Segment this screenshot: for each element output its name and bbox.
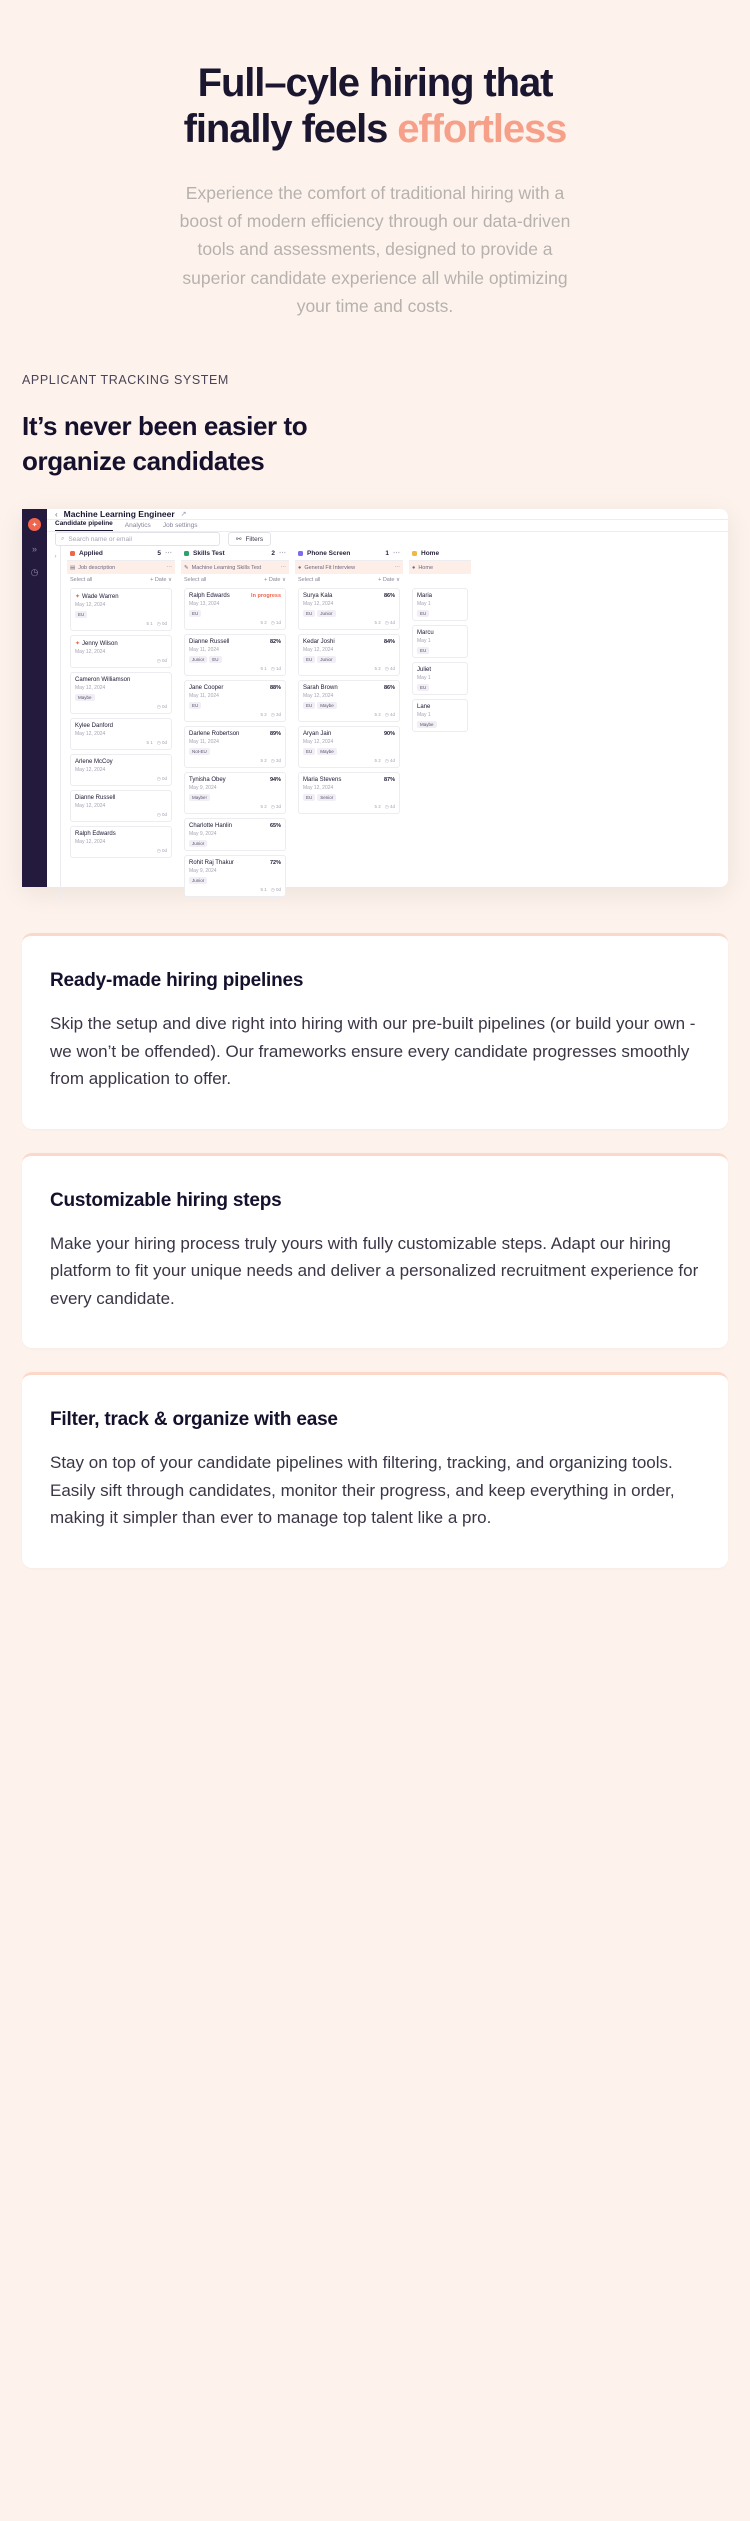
- candidate-date: May 12, 2024: [75, 602, 106, 609]
- candidate-date: May 12, 2024: [303, 785, 334, 792]
- feature-body: Stay on top of your candidate pipelines with filtering, tracking, and organizing tools. Easily sift through candidates, monitor their progress, and keep everything in order, making it simpler than ever to manage top talent like a pro.: [50, 1453, 675, 1528]
- column-header: [67, 546, 175, 561]
- search-icon: ⌕: [61, 535, 65, 542]
- candidate-card[interactable]: [70, 718, 172, 750]
- ats-section-header: [0, 321, 750, 480]
- card-meta: 5 2: [260, 620, 267, 626]
- candidate-tag: Junior: [189, 840, 207, 847]
- candidate-tag: Junior: [189, 877, 207, 884]
- score-badge: 86%: [383, 593, 395, 600]
- card-meta: ◷ 4d: [384, 804, 395, 810]
- candidate-name: Surya Kala: [303, 593, 333, 600]
- card-meta: 5 1: [260, 887, 267, 893]
- filters-button[interactable]: [228, 532, 271, 546]
- score-badge: 90%: [383, 731, 395, 738]
- feature-body: Skip the setup and dive right into hiring with our pre-built pipelines (or build your own - we won’t be offended). Our frameworks ensure every candidate progresses smoothly from application to offer.: [50, 1014, 696, 1089]
- candidate-date: May 12, 2024: [303, 647, 334, 654]
- candidate-name: Maria: [417, 593, 433, 600]
- select-all-link[interactable]: Select all: [70, 577, 93, 584]
- candidate-name: Ralph Edwards: [189, 593, 230, 600]
- candidate-name: Darlene Robertson: [189, 731, 240, 738]
- card-meta: ◷ 0d: [156, 658, 167, 664]
- hero-title-accent: effortless: [397, 107, 567, 152]
- candidate-card[interactable]: [184, 772, 286, 814]
- candidate-tag: EU: [303, 656, 315, 663]
- clock-icon[interactable]: ◷: [30, 567, 39, 578]
- candidate-tag: Maybe!: [189, 794, 210, 801]
- candidate-date: May 1: [417, 712, 431, 719]
- stage-color-dot: [184, 551, 189, 556]
- candidate-name: Charlotte Hanlin: [189, 823, 233, 830]
- tab-job-settings[interactable]: Job settings: [162, 522, 198, 530]
- card-meta: ◷ 0d: [156, 704, 167, 710]
- app-screenshot-wrapper: [0, 479, 750, 893]
- feature-card-filter: [22, 1372, 728, 1568]
- score-badge: 94%: [269, 777, 281, 784]
- star-icon: ✦: [75, 641, 81, 648]
- candidate-card[interactable]: [70, 635, 172, 668]
- hero-subtitle: Experience the comfort of traditional hiring with a boost of modern efficiency through our data-driven tools and assessments, designed to provide a superior candidate experience all while optimizing your time and costs.: [179, 182, 571, 317]
- hero-title-line1: Full–cyle hiring that: [197, 61, 553, 105]
- section-eyebrow: APPLICANT TRACKING SYSTEM: [22, 372, 229, 387]
- feature-title: Filter, track & organize with ease: [50, 1409, 338, 1431]
- score-badge: 65%: [269, 823, 281, 830]
- candidate-card[interactable]: [412, 625, 468, 658]
- candidate-date: May 12, 2024: [75, 731, 106, 738]
- score-badge: 82%: [269, 639, 281, 646]
- card-meta: 5 2: [374, 758, 381, 764]
- candidate-card-list: [409, 586, 471, 734]
- card-meta: 5 1: [260, 666, 267, 672]
- column-count: 5: [157, 549, 161, 557]
- candidate-date: May 1: [417, 675, 431, 682]
- section-heading: It’s never been easier to organize candidates: [22, 410, 308, 476]
- back-icon[interactable]: ‹: [55, 509, 58, 519]
- status-badge: In progress: [251, 593, 281, 600]
- pipeline-column-skills-test[interactable]: [181, 546, 289, 899]
- card-meta: 5 2: [374, 666, 381, 672]
- score-badge: 88%: [269, 685, 281, 692]
- candidate-name: Marcu: [417, 630, 434, 637]
- feature-card-pipelines: [22, 933, 728, 1129]
- column-count: 2: [271, 549, 275, 557]
- pipeline-column-home[interactable]: [409, 546, 471, 899]
- sort-by-date[interactable]: + Date ∨: [150, 577, 172, 584]
- feature-body: Make your hiring process truly yours with fully customizable steps. Adapt our hiring platform to fit your unique needs and deliver a personalized recruitment experience for every candidate.: [50, 1233, 699, 1308]
- card-meta: ◷ 1d: [270, 620, 281, 626]
- candidate-card-list: [295, 586, 403, 816]
- select-all-link[interactable]: Select all: [298, 577, 321, 584]
- candidate-date: May 12, 2024: [303, 601, 334, 608]
- candidate-date: May 12, 2024: [75, 767, 106, 774]
- card-meta: ◷ 4d: [384, 712, 395, 718]
- card-meta: 5 2: [374, 712, 381, 718]
- card-meta: ◷ 0d: [156, 776, 167, 782]
- app-logo-icon: ✦: [28, 518, 41, 531]
- card-meta: ◷ 4d: [384, 758, 395, 764]
- candidate-tag: Junior: [317, 656, 335, 663]
- score-badge: 72%: [269, 860, 281, 867]
- search-placeholder: Search name or email: [68, 535, 132, 543]
- column-title: Phone Screen: [307, 549, 351, 557]
- filters-label: Filters: [245, 535, 264, 543]
- column-subheader: [409, 561, 471, 574]
- candidate-card[interactable]: [70, 826, 172, 858]
- score-badge: 87%: [383, 777, 395, 784]
- column-count: 1: [385, 549, 389, 557]
- candidate-date: May 1: [417, 601, 431, 608]
- column-header: [295, 546, 403, 561]
- candidate-name: Jane Cooper: [189, 685, 224, 692]
- candidate-card-list: [67, 586, 175, 860]
- home-icon: ●: [412, 564, 416, 571]
- home-label: Home: [418, 564, 433, 571]
- column-subheader: [295, 561, 403, 574]
- column-menu-icon[interactable]: ⋯: [165, 550, 172, 558]
- candidate-name: Ralph Edwards: [75, 831, 116, 838]
- hero-section: [0, 0, 750, 321]
- app-left-rail: [22, 509, 47, 887]
- candidate-card[interactable]: [184, 855, 286, 897]
- candidate-date: May 11, 2024: [189, 647, 219, 654]
- candidate-card[interactable]: [184, 818, 286, 851]
- candidate-name: Kylee Danford: [75, 723, 114, 730]
- column-menu-icon[interactable]: ⋯: [279, 550, 286, 558]
- card-meta: ◷ 3d: [270, 712, 281, 718]
- pipeline-column-applied[interactable]: [67, 546, 175, 899]
- candidate-tag: Maybe: [75, 694, 95, 701]
- card-meta: ◷ 3d: [270, 804, 281, 810]
- candidate-date: May 13, 2024: [189, 601, 220, 608]
- candidate-name: Tynisha Obey: [189, 777, 226, 784]
- tab-analytics[interactable]: Analytics: [124, 522, 151, 530]
- candidate-card[interactable]: [298, 588, 400, 630]
- candidate-name: Cameron Williamson: [75, 677, 131, 684]
- candidate-tag: EU: [417, 647, 429, 654]
- candidate-card[interactable]: [70, 672, 172, 714]
- feature-cards: [0, 887, 750, 1628]
- feature-card-steps: [22, 1153, 728, 1349]
- candidate-name: Kedar Joshi: [303, 639, 335, 646]
- candidate-tag: Maybe: [317, 748, 337, 755]
- candidate-date: May 9, 2024: [189, 868, 217, 875]
- candidate-name: Dianne Russell: [75, 795, 116, 802]
- card-meta: 5 1: [146, 740, 153, 746]
- ats-app-window: [22, 509, 728, 893]
- candidate-name: Sarah Brown: [303, 685, 338, 692]
- candidate-card[interactable]: [184, 726, 286, 768]
- column-header: [409, 546, 471, 561]
- candidate-date: May 12, 2024: [303, 739, 334, 746]
- app-header-bar: [47, 509, 728, 520]
- card-meta: 5 1: [146, 621, 153, 627]
- card-meta: 5 2: [260, 804, 267, 810]
- column-menu-icon[interactable]: ⋯: [393, 550, 400, 558]
- score-badge: 89%: [269, 731, 281, 738]
- interview-label: General Fit Interview: [304, 564, 356, 571]
- job-description-label: Job description: [78, 564, 116, 571]
- candidate-card[interactable]: [412, 662, 468, 695]
- select-all-link[interactable]: Select all: [184, 577, 207, 584]
- candidate-tag: EU: [303, 702, 315, 709]
- column-title: Skills Test: [193, 549, 225, 557]
- candidate-card-list: [181, 586, 289, 899]
- candidate-date: May 12, 2024: [75, 803, 106, 810]
- card-meta: ◷ 3d: [270, 758, 281, 764]
- column-header: [181, 546, 289, 561]
- candidate-name: Rohit Raj Thakur: [189, 860, 234, 867]
- candidate-date: May 11, 2024: [189, 739, 219, 746]
- chevron-right-icon[interactable]: ›: [54, 554, 57, 561]
- candidate-name: Jenny Wilson: [82, 640, 118, 647]
- sort-by-date[interactable]: + Date ∨: [264, 577, 286, 584]
- candidate-tag: Junior: [189, 656, 207, 663]
- candidate-tag: Maybe: [317, 702, 337, 709]
- external-link-icon[interactable]: ↗: [180, 511, 187, 519]
- candidate-name: Juliet: [417, 667, 432, 674]
- expand-sidebar-icon[interactable]: »: [31, 544, 37, 555]
- card-meta: ◷ 0d: [156, 848, 167, 854]
- pipeline-board[interactable]: [47, 546, 728, 899]
- stage-color-dot: [298, 551, 303, 556]
- candidate-card[interactable]: [70, 588, 172, 631]
- candidate-name: Maria Stevens: [303, 777, 342, 784]
- candidate-name: Arlene McCoy: [75, 759, 113, 766]
- score-badge: 86%: [383, 685, 395, 692]
- candidate-date: May 9, 2024: [189, 785, 217, 792]
- candidate-card[interactable]: [298, 726, 400, 768]
- candidate-date: May 12, 2024: [303, 693, 334, 700]
- candidate-card[interactable]: [184, 680, 286, 722]
- interview-icon: ●: [298, 564, 302, 571]
- candidate-card[interactable]: [70, 754, 172, 786]
- star-icon: ✦: [75, 594, 81, 601]
- candidate-name: Aryan Jain: [303, 731, 332, 738]
- candidate-name: Dianne Russell: [189, 639, 230, 646]
- candidate-card[interactable]: [298, 634, 400, 676]
- hero-title-line2: finally feels: [183, 107, 398, 152]
- column-title: Home: [421, 549, 440, 557]
- card-meta: ◷ 0d: [156, 812, 167, 818]
- card-meta: ◷ 1d: [270, 666, 281, 672]
- edit-icon: ✎: [184, 564, 189, 571]
- candidate-tag: EU: [189, 610, 201, 617]
- tab-candidate-pipeline[interactable]: Candidate pipeline: [55, 520, 113, 531]
- candidate-tag: EU: [75, 611, 87, 618]
- candidate-card[interactable]: [184, 634, 286, 676]
- candidate-date: May 12, 2024: [75, 685, 106, 692]
- card-meta: ◷ 0d: [270, 887, 281, 893]
- column-select-row: [181, 574, 289, 586]
- column-select-row: [409, 574, 471, 586]
- card-meta: 5 2: [260, 758, 267, 764]
- pipeline-column-phone-screen[interactable]: [295, 546, 403, 899]
- stage-color-dot: [70, 551, 75, 556]
- score-badge: 84%: [383, 639, 395, 646]
- card-meta: 5 2: [374, 620, 381, 626]
- sort-by-date[interactable]: + Date ∨: [378, 577, 400, 584]
- card-meta: ◷ 4d: [384, 666, 395, 672]
- candidate-tag: Maybe: [417, 721, 437, 728]
- candidate-date: May 9, 2024: [189, 831, 217, 838]
- job-description-icon: ▤: [70, 564, 76, 571]
- card-meta: ◷ 4d: [384, 620, 395, 626]
- candidate-tag: EU: [417, 684, 429, 691]
- candidate-name: Lane: [417, 704, 431, 711]
- feature-title: Ready-made hiring pipelines: [50, 970, 304, 992]
- candidate-tag: Not-EU: [189, 748, 210, 755]
- column-subheader: [181, 561, 289, 574]
- candidate-tag: Senior: [317, 794, 336, 801]
- candidate-card[interactable]: [412, 699, 468, 732]
- candidate-tag: EU: [209, 656, 221, 663]
- feature-title: Customizable hiring steps: [50, 1189, 282, 1211]
- candidate-card[interactable]: [412, 588, 468, 621]
- app-main: [47, 509, 728, 893]
- subheader-menu-icon[interactable]: ⋯: [166, 564, 172, 571]
- card-meta: ◷ 0d: [156, 740, 167, 746]
- app-toolbar: [47, 532, 728, 546]
- candidate-date: May 1: [417, 638, 431, 645]
- candidate-tag: EU: [303, 610, 315, 617]
- card-meta: 5 2: [260, 712, 267, 718]
- candidate-tag: EU: [189, 702, 201, 709]
- stage-color-dot: [412, 551, 417, 556]
- filter-icon: ⚯: [236, 536, 242, 544]
- subheader-menu-icon[interactable]: ⋯: [394, 564, 400, 571]
- subheader-menu-icon[interactable]: ⋯: [280, 564, 286, 571]
- candidate-tag: EU: [303, 794, 315, 801]
- job-title: Machine Learning Engineer: [63, 509, 175, 520]
- candidate-date: May 12, 2024: [75, 839, 106, 846]
- search-input[interactable]: [55, 532, 220, 546]
- candidate-card[interactable]: [298, 772, 400, 814]
- candidate-card[interactable]: [298, 680, 400, 722]
- column-select-row: [295, 574, 403, 586]
- card-meta: ◷ 0d: [156, 621, 167, 627]
- candidate-name: Wade Warren: [82, 593, 119, 600]
- card-meta: 5 2: [374, 804, 381, 810]
- candidate-date: May 11, 2024: [189, 693, 219, 700]
- column-title: Applied: [79, 549, 103, 557]
- candidate-tag: Junior: [317, 610, 335, 617]
- board-gutter: [51, 546, 61, 899]
- candidate-tag: EU: [417, 610, 429, 617]
- app-tabs: [47, 520, 728, 532]
- column-select-row: [67, 574, 175, 586]
- candidate-card[interactable]: [184, 588, 286, 630]
- page-title: [34, 60, 716, 153]
- skills-test-label: Machine Learning Skills Test: [191, 564, 262, 571]
- candidate-tag: EU: [303, 748, 315, 755]
- candidate-card[interactable]: [70, 790, 172, 822]
- candidate-date: May 12, 2024: [75, 649, 106, 656]
- column-subheader: [67, 561, 175, 574]
